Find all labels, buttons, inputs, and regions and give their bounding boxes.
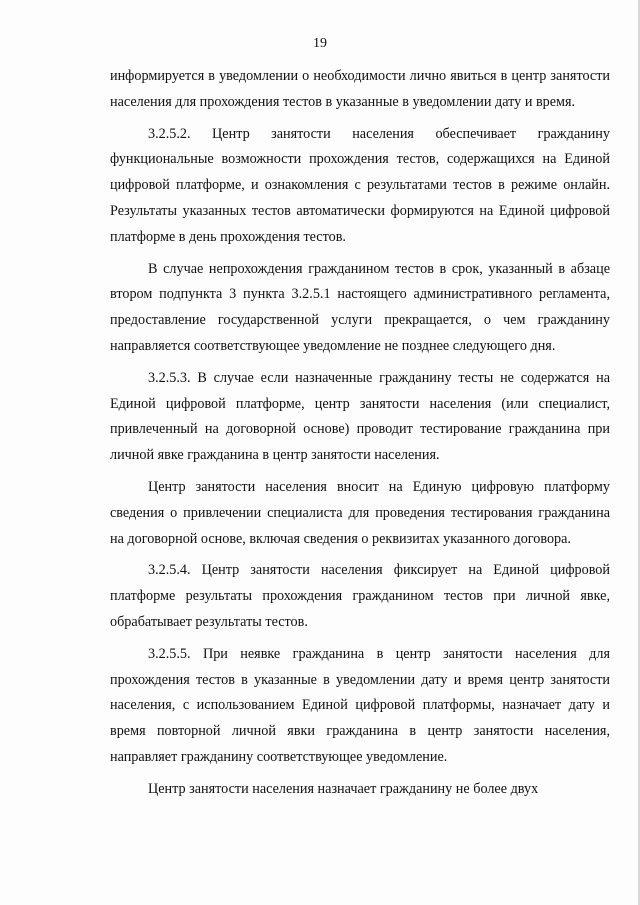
paragraph-final: Центр занятости населения назначает гражданину не более двух [148, 780, 539, 797]
paragraph-3-2-5-2: 3.2.5.2. Центр занятости населения обеспечивает гражданину функциональные возможности прохождения тестов, содержащихся на Единой цифровой платформе, и ознакомления с результатами тестов в режиме онлайн. Результаты указанных тестов автоматически формируются на Единой цифровой платформе в день прохождения тестов. [110, 125, 610, 245]
paragraph-specialist-info: Центр занятости населения вносит на Единую цифровую платформу сведения о привлечении специалиста для проведения тестирования гражданина на договорной основе, включая сведения о реквизитах указанного договора. [110, 478, 610, 547]
document-body [110, 64, 610, 809]
paragraph-3-2-5-3: 3.2.5.3. В случае если назначенные гражданину тесты не содержатся на Единой цифровой платформе, центр занятости населения (или специалист, привлеченный на договорной основе) проводит тестирование гражданина при личной явке гражданина в центр занятости населения. [110, 369, 610, 464]
paragraph-3-2-5-4: 3.2.5.4. Центр занятости населения фиксирует на Единой цифровой платформе результаты прохождения гражданином тестов при личной явке, обрабатывает результаты тестов. [110, 562, 610, 630]
page-number: 19 [313, 36, 327, 51]
paragraph-continuation: информируется в уведомлении о необходимости лично явиться в центр занятости населения для прохождения тестов в указанные в уведомлении дату и время. [110, 68, 610, 110]
paragraph-3-2-5-5: 3.2.5.5. При неявке гражданина в центр занятости населения для прохождения тестов в указанные в уведомлении дату и время центр занятости населения, с использованием Единой цифровой платформы, назначает дату и время повторной личной явки гражданина в центр занятости населения, направляет гражданину соответствующее уведомление. [110, 645, 610, 765]
paragraph-test-failure: В случае непрохождения гражданином тестов в срок, указанный в абзаце втором подпункта 3 пункта 3.2.5.1 настоящего административного регламента, предоставление государственной услуги прекращается, о чем гражданину направляется соответствующее уведомление не позднее следующего дня. [110, 260, 610, 354]
